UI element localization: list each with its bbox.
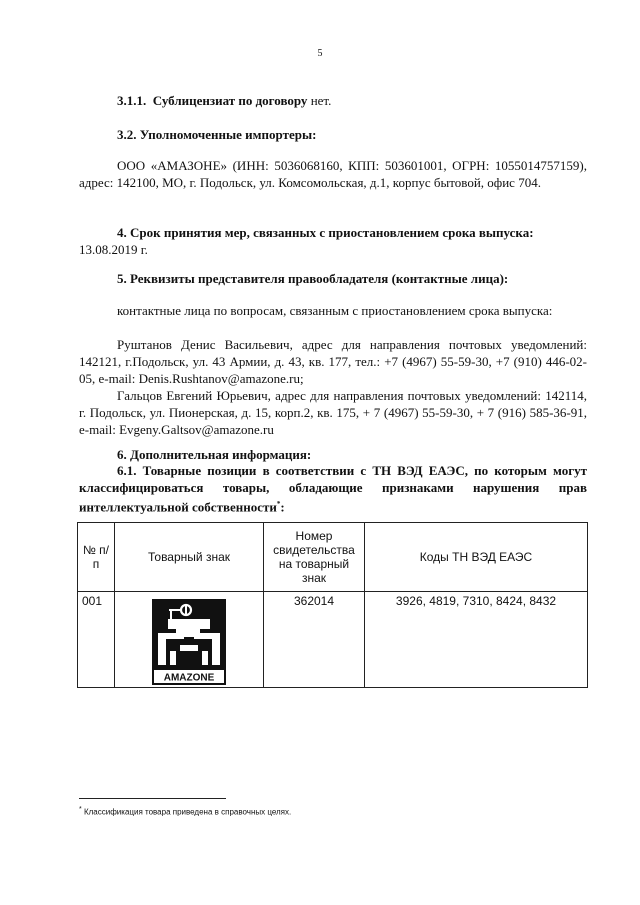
section-4-value: 13.08.2019 г.	[79, 242, 148, 257]
goods-table	[77, 522, 588, 688]
header-codes: Коды ТН ВЭД ЕАЭС	[365, 523, 588, 592]
amazone-logo	[152, 599, 226, 685]
amazone-logo-icon	[152, 599, 226, 685]
cell-number: 001	[78, 592, 115, 688]
section-6-heading: 6. Дополнительная информация:	[117, 447, 312, 462]
section-3-1-1	[117, 92, 625, 109]
page-number: 5	[317, 48, 323, 59]
section-3-2-text: ООО «АМАЗОНЕ» (ИНН: 5036068160, КПП: 503601001, ОГРН: 1055014757159), адрес: 142100, МО, г. Подольск, ул. Комсомольская, д.1, корпус бытовой, офис 704.	[79, 158, 587, 190]
table-row	[78, 592, 588, 688]
cell-codes: 3926, 4819, 7310, 8424, 8432	[365, 592, 588, 688]
footnote	[79, 806, 291, 817]
section-3-1-1-value: нет.	[310, 93, 332, 108]
section-6-1-heading-text: 6.1. Товарные позиции в соответствии с ТН ВЭД ЕАЭС, по которым могут классифицироваться товары, обладающие признаками нарушения прав интеллектуальной собственности	[79, 463, 587, 515]
footnote-text: Классификация товара приведена в справочных целях.	[83, 807, 292, 817]
footnote-mark: *	[79, 806, 82, 813]
section-3-2-heading: 3.2. Уполномоченные импортеры:	[117, 127, 317, 142]
section-6-1-heading	[79, 462, 587, 515]
header-number: № п/п	[78, 523, 115, 592]
section-3-1-1-number: 3.1.1.	[117, 93, 147, 108]
section-3-1-1-heading: Сублицензиат по договору	[152, 93, 308, 108]
header-trademark: Товарный знак	[115, 523, 264, 592]
footnote-divider	[79, 798, 226, 799]
header-certificate: Номер свидетельства на товарный знак	[264, 523, 365, 592]
section-5-contact-2: Гальцов Евгений Юрьевич, адрес для направления почтовых уведомлений: 142114, г. Подольск, ул. Пионерская, д. 15, корп.2, кв. 175, + 7 (4967) 55-59-30, + 7 (916) 585-36-91, e-mail: Evgeny.Galtsov@amazone.ru	[79, 388, 587, 437]
table-header-row	[78, 523, 588, 592]
section-5-contact-1: Руштанов Денис Васильевич, адрес для направления почтовых уведомлений: 142121, г.Подольск, ул. 43 Армии, д. 43, кв. 177, тел.: +7 (4967) 55-59-30, +7 (910) 446-02-05, e-mail: Denis.Rushtanov@amazone.ru;	[79, 337, 587, 386]
section-4-heading: 4. Срок принятия мер, связанных с приостановлением срока выпуска:	[117, 225, 534, 240]
section-4	[79, 224, 587, 258]
section-6-1-heading-colon: :	[280, 499, 285, 515]
footnote-ref-mark: *	[276, 500, 281, 508]
section-5-intro: контактные лица по вопросам, связанным с приостановлением срока выпуска:	[117, 303, 553, 318]
cell-trademark	[115, 592, 264, 688]
logo-text: AMAZONE	[163, 672, 215, 684]
section-5-heading: 5. Реквизиты представителя правообладателя (контактные лица):	[117, 271, 509, 286]
cell-certificate: 362014	[264, 592, 365, 688]
